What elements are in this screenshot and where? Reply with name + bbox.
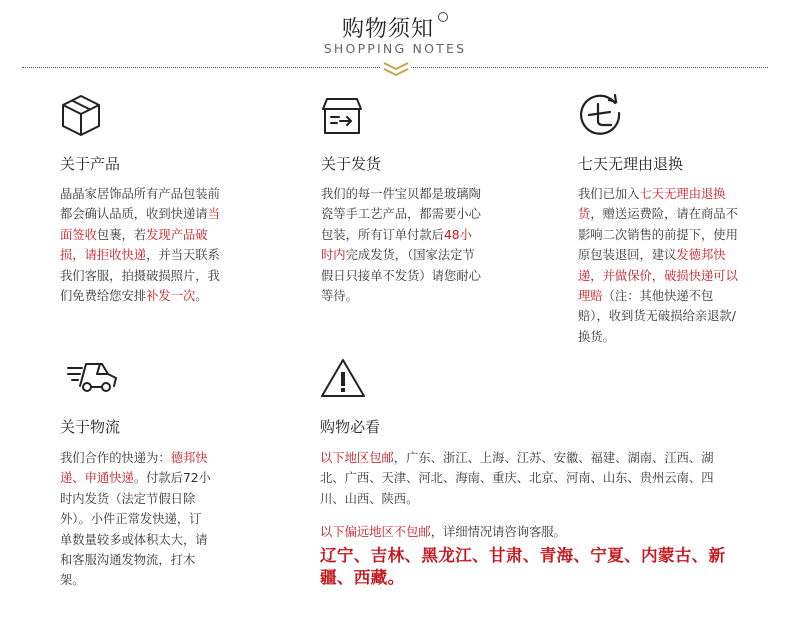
section-title-mustread: 购物必看 — [320, 418, 381, 436]
highlight-text: 发现产品破损，请拒收快递 — [60, 227, 208, 263]
section-body-returns — [578, 184, 740, 347]
highlight-text: 以下偏远地区不包邮 — [320, 525, 431, 539]
seven-day-icon — [579, 93, 623, 137]
text: 我们已加入 — [578, 187, 640, 201]
text: 完成发货，（国家法定节假日只接单不发货）请您耐心等待。 — [321, 248, 481, 304]
text: 我们的每一件宝贝都是玻璃陶瓷等手工艺产品，都需要小心包装，所有订单付款后 — [321, 187, 481, 242]
text: ，详细情况请咨询客服。 — [430, 525, 566, 539]
text: ，并当天联系我们客服，拍摄破损照片，我们免费给您安排 — [60, 248, 220, 304]
section-body-mustread-free — [320, 448, 730, 509]
section-body-mustread-remote — [320, 522, 740, 542]
circle-decoration-icon — [438, 12, 448, 22]
warning-icon — [320, 357, 366, 399]
highlight-text: 48小时内 — [321, 227, 472, 263]
page-title-text: 购物须知 — [341, 17, 434, 42]
page-subtitle: SHOPPING NOTES — [323, 41, 467, 56]
highlight-text: 七天无理由退换货 — [578, 187, 726, 222]
highlight-text: 以下地区包邮 — [320, 451, 394, 465]
section-title-logistics: 关于物流 — [60, 418, 121, 436]
text: ，广东、浙江、上海、江苏、安徽、福建、湖南、江西、湖北、广西、天津、河北、海南、重庆、北京、河南、山东、贵州云南、四川、山西、陕西。 — [320, 451, 714, 506]
section-title-returns: 七天无理由退换 — [578, 155, 684, 173]
truck-icon — [66, 362, 120, 394]
text: 我们合作的快递为： — [60, 451, 171, 465]
delivery-box-icon — [321, 95, 363, 137]
highlight-text: 发德邦快递，并做保价，破损快递可以理赔 — [578, 248, 738, 304]
text: 。 — [195, 289, 208, 304]
text: 。付款后72小时内发货（法定节假日除外）。小件正常发快递，订单数量较多或体积太大，请和客服沟通发物流，打木架。 — [60, 471, 211, 588]
text: （注：其他快递不包赔），收到货无破损给亲退款/换货。 — [578, 289, 736, 344]
section-title-product: 关于产品 — [60, 155, 121, 173]
highlight-text: 当面签收 — [60, 207, 220, 242]
double-chevron-down-icon — [381, 60, 411, 78]
page-title — [0, 12, 790, 43]
remote-regions-list: 辽宁、吉林、黑龙江、甘肃、青海、宁夏、内蒙古、新疆、西藏。 — [320, 546, 726, 587]
section-body-logistics — [60, 448, 212, 591]
text: 包裹，若 — [96, 227, 147, 242]
box-icon — [60, 93, 102, 137]
section-title-shipping: 关于发货 — [321, 155, 382, 173]
highlight-text: 德邦快递、申通快递 — [60, 451, 208, 486]
text: 晶晶家居饰品所有产品包装前都会确认品质，收到快递请 — [60, 187, 220, 222]
highlight-text: 补发一次 — [146, 289, 196, 304]
section-body-product — [60, 184, 220, 306]
section-body-shipping — [321, 184, 483, 306]
text: ，赠送运费险，请在商品不影响二次销售的前提下，使用原包装退回，建议 — [578, 207, 738, 263]
